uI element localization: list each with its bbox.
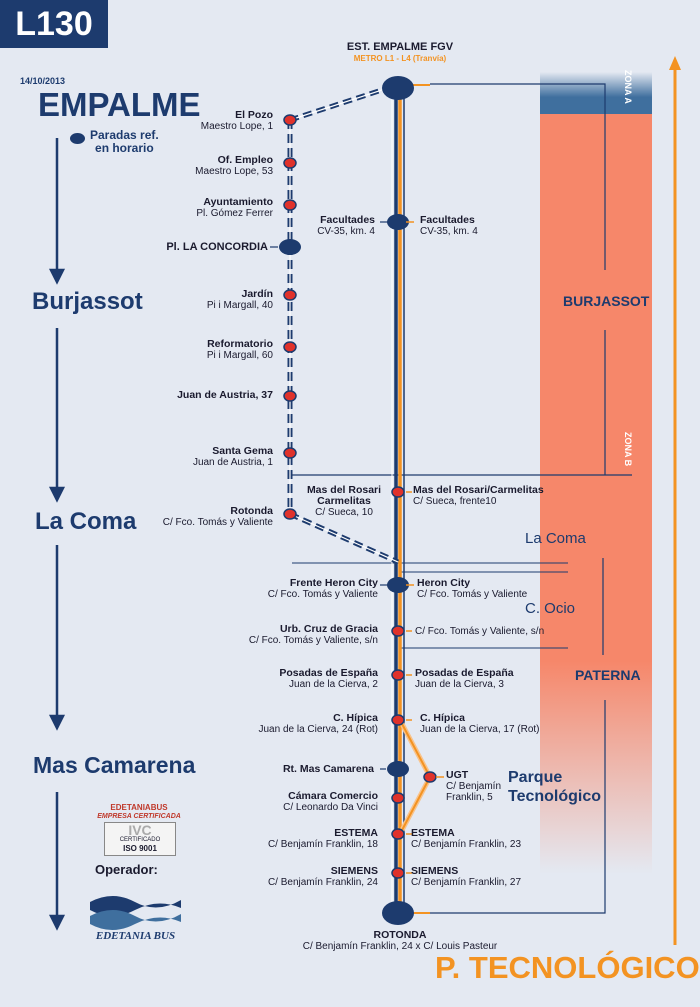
stop-name: Rt. Mas Camarena [282, 763, 374, 775]
stop-name: Pl. LA CONCORDIA [166, 241, 268, 253]
cert-line: EMPRESA CERTIFICADA [97, 813, 181, 820]
zone-la-coma: La Coma [35, 508, 137, 535]
stop-addr: C/ Benjamín Franklin, 27 [411, 877, 522, 888]
stop-addr: Juan de la Cierva, 3 [415, 679, 504, 690]
stop-cruz-de-gracia-r [415, 626, 544, 637]
stop-rt-mas-camarena [283, 764, 374, 775]
stop-estema-l [268, 828, 378, 850]
stop-addr: C/ Benjamín Franklin, 23 [411, 839, 522, 850]
stop-name: Frente Heron City [289, 577, 378, 589]
stop-addr: CV-35, km. 4 [420, 226, 478, 237]
stop-jardin [207, 289, 273, 311]
stop-name: Juan de Austria, 37 [177, 389, 273, 401]
stop-reformatorio [207, 339, 273, 361]
stop-c-hipica-r [420, 713, 540, 735]
stop-juan-de-austria [177, 390, 273, 401]
stop-of-empleo [195, 155, 273, 177]
stop-name: Santa Gema [212, 445, 273, 457]
stop-addr: Pi i Margall, 40 [206, 300, 273, 311]
zone-b-label: ZONA B [623, 432, 633, 467]
stop-pl-la-concordia [166, 242, 268, 253]
stop-ayuntamiento [196, 197, 273, 219]
stop-name: C. Hípica [420, 712, 465, 724]
stop-facultades-l [317, 215, 375, 237]
zone-b-band [540, 114, 652, 874]
stop-name: Rotonda [230, 505, 273, 517]
legend [90, 129, 159, 155]
stop-addr: C/ Fco. Tomás y Valiente, s/n [415, 626, 545, 637]
stop-addr: Juan de la Cierva, 24 (Rot) [258, 724, 378, 735]
stop-name: Mas del Rosari Carmelitas [306, 484, 382, 507]
stop-name: ESTEMA [334, 827, 378, 839]
stop-name: SIEMENS [411, 865, 459, 877]
stop-rotonda-left [163, 506, 273, 528]
stop-addr: Juan de la Cierva, 2 [289, 679, 378, 690]
stop-name: UGT [446, 769, 469, 781]
stop-addr: C/ Fco. Tomás y Valiente [417, 589, 528, 600]
stop-mas-del-rosari-r [413, 485, 544, 507]
stop-addr: C/ Benjamín Franklin, 24 [267, 877, 378, 888]
stop-name: Heron City [417, 577, 471, 589]
stop-name: Facultades [320, 214, 375, 226]
stop-el-pozo [201, 110, 273, 132]
stop-addr: Pi i Margall, 60 [206, 350, 273, 361]
stop-name: SIEMENS [330, 865, 378, 877]
stop-addr: C/ Benjamín Franklin, 18 [267, 839, 378, 850]
stop-c-hipica-l [258, 713, 378, 735]
zone-parque-tecnologico [508, 768, 601, 806]
stop-estema-r [411, 828, 521, 850]
terminal-top [330, 42, 470, 64]
legend-line1: Paradas ref. [90, 128, 159, 142]
stop-addr: C/ Sueca, frente10 [413, 496, 497, 507]
stop-name: Urb. Cruz de Gracia [279, 623, 378, 635]
zone-paterna: PATERNA [575, 667, 641, 683]
stop-posadas-r [415, 668, 514, 690]
zone-parque-line1: Parque [508, 769, 563, 786]
terminal-bottom [270, 930, 530, 952]
stop-addr: C/ Sueca, 10 [315, 507, 373, 518]
zone-empalme: EMPALME [38, 86, 201, 123]
stop-addr: Juan de Austria, 1 [192, 457, 273, 468]
iso-cert-text: CERTIFICADO [119, 837, 161, 843]
stop-addr: Maestro Lope, 1 [200, 121, 273, 132]
line-code: L130 [15, 4, 93, 43]
stop-addr: C/ Fco. Tomás y Valiente, s/n [248, 635, 378, 646]
stop-frente-heron-city [268, 578, 378, 600]
stop-name: Of. Empleo [217, 154, 273, 166]
stop-name: ESTEMA [411, 827, 455, 839]
stop-heron-city [417, 578, 527, 600]
terminal-bottom-sub: C/ Benjamín Franklin, 24 x C/ Louis Pasteur [302, 941, 498, 952]
zone-parque-line2: Tecnológico [508, 788, 602, 805]
stop-name: Mas del Rosari/Carmelitas [413, 484, 544, 496]
zone-burjassot: Burjassot [32, 288, 143, 315]
stop-siemens-r [411, 866, 521, 888]
legend-line2: en horario [95, 141, 154, 155]
stop-name: Posadas de España [415, 667, 514, 679]
date-label: 14/10/2013 [20, 76, 66, 86]
operator-brand: EDETANIA BUS [95, 930, 176, 942]
stop-addr: Pl. Gómez Ferrer [196, 208, 273, 219]
stop-addr-2: Franklin, 5 [446, 792, 493, 803]
stop-name: Facultades [420, 214, 475, 226]
iso-text: ISO 9001 [123, 844, 157, 853]
zone-burjassot-right: BURJASSOT [563, 293, 650, 309]
stop-name: C. Hípica [333, 712, 378, 724]
stop-addr: C/ Fco. Tomás y Valiente [267, 589, 378, 600]
terminal-top-sub: METRO L1 - L4 (Tranvía) [353, 54, 447, 63]
iso-logo [104, 822, 176, 856]
zone-mas-camarena: Mas Camarena [33, 752, 196, 778]
certification [96, 803, 182, 821]
stop-camara-comercio [283, 791, 378, 813]
stop-addr-1: C/ Benjamín [446, 781, 502, 792]
stop-addr: C/ Fco. Tomás y Valiente [162, 517, 273, 528]
stop-mas-del-rosari-l [300, 485, 388, 518]
terminal-top-name: EST. EMPALME FGV [346, 41, 454, 53]
zone-c-ocio: C. Ocio [525, 600, 576, 617]
destination-title: P. TECNOLÓGICO [435, 950, 700, 985]
stop-siemens-l [268, 866, 378, 888]
stop-addr: Maestro Lope, 53 [195, 166, 273, 177]
stop-addr: CV-35, km. 4 [317, 226, 375, 237]
iso-mark-icon: IVC [128, 822, 152, 838]
legend-dot-icon [70, 133, 85, 144]
stop-name: Cámara Comercio [288, 790, 378, 802]
stop-ugt [446, 770, 501, 803]
zone-la-coma-right: La Coma [525, 530, 586, 547]
stop-name: Ayuntamiento [203, 196, 273, 208]
stop-santa-gema [193, 446, 273, 468]
stop-facultades-r [420, 215, 478, 237]
terminal-bottom-name: ROTONDA [373, 929, 427, 941]
stop-urb-cruz-de-gracia [249, 624, 378, 646]
stop-name: El Pozo [235, 109, 273, 121]
cert-company: EDETANIABUS [110, 803, 168, 812]
stop-addr: C/ Leonardo Da Vinci [283, 802, 378, 813]
stop-name: Reformatorio [207, 338, 273, 350]
stop-posadas-l [279, 668, 378, 690]
zone-a-label: ZONA A [623, 70, 633, 104]
stop-name: Posadas de España [279, 667, 378, 679]
stop-addr: Juan de la Cierva, 17 (Rot) [420, 724, 540, 735]
stop-name: Jardín [241, 288, 273, 300]
operator-label: Operador: [95, 862, 158, 877]
zone-a-band [540, 72, 652, 114]
edetania-bus-logo-icon [88, 888, 183, 930]
